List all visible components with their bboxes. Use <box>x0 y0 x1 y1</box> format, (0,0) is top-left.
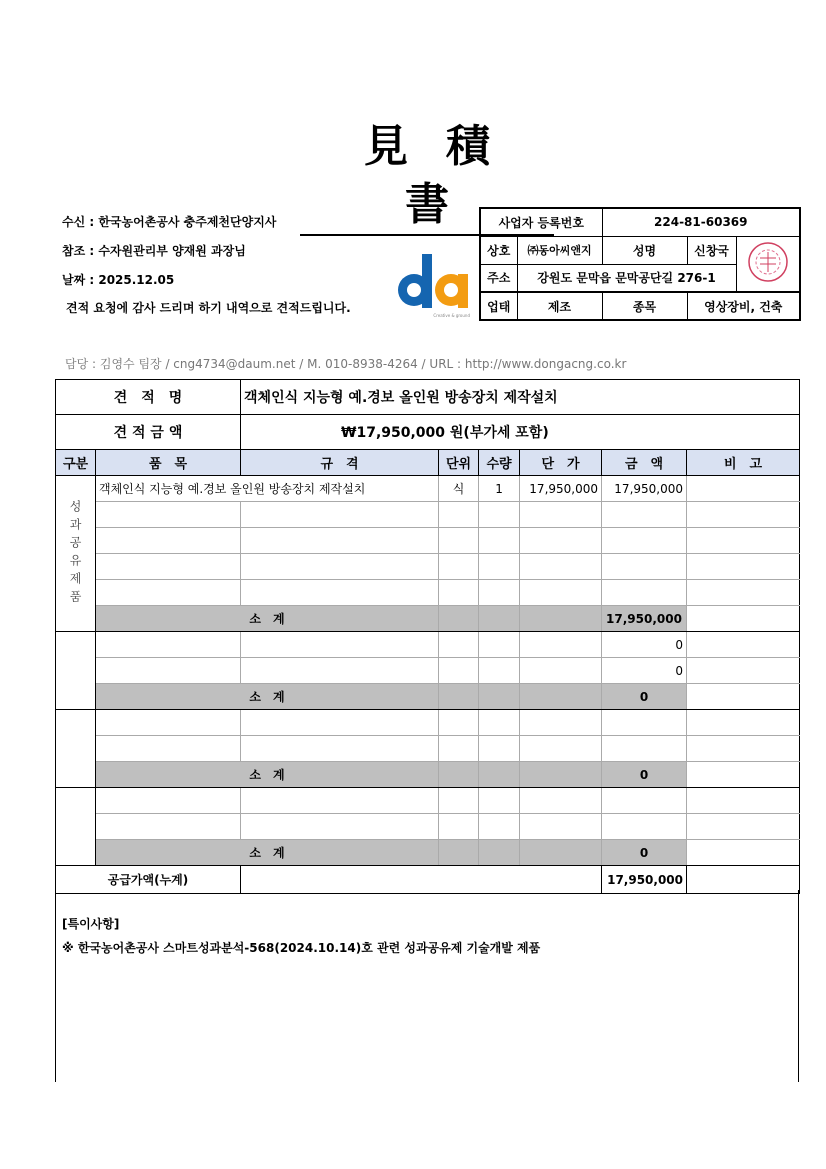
subtotal-blank <box>439 840 479 866</box>
group-label <box>56 632 96 710</box>
greeting: 견적 요청에 감사 드리며 하기 내역으로 견적드립니다. <box>66 301 351 315</box>
table-cell <box>96 658 241 684</box>
subtotal-note <box>687 840 800 866</box>
header-cell: 금 액 <box>602 450 687 476</box>
table-row <box>56 528 800 554</box>
reg-label: 사업자 등록번호 <box>480 208 602 236</box>
subtotal-blank <box>479 606 520 632</box>
subtotal-note <box>687 606 800 632</box>
subtotal-blank <box>520 840 602 866</box>
table-cell <box>602 710 687 736</box>
name-label: 상호 <box>480 236 517 264</box>
quote-name: 객체인식 지능형 예.경보 올인원 방송장치 제작설치 <box>241 380 800 415</box>
table-cell: 17,950,000 <box>520 476 602 502</box>
logo-tagline: Creative & ground <box>433 313 470 318</box>
table-row <box>56 710 800 736</box>
total-label: 공급가액(누계) <box>56 866 241 894</box>
table-cell <box>439 554 479 580</box>
table-cell <box>96 528 241 554</box>
table-cell <box>687 736 800 762</box>
table-cell <box>520 710 602 736</box>
subtotal-blank <box>479 840 520 866</box>
quote-name-label: 견 적 명 <box>56 380 241 415</box>
table-cell <box>520 554 602 580</box>
table-cell <box>687 502 800 528</box>
table-cell <box>520 580 602 606</box>
table-cell <box>479 658 520 684</box>
recipient: 수신 : 한국농어촌공사 충주제천단양지사 <box>62 215 277 229</box>
header-cell: 비 고 <box>687 450 800 476</box>
table-cell <box>241 658 439 684</box>
table-cell <box>520 632 602 658</box>
table-cell <box>602 528 687 554</box>
table-row <box>56 736 800 762</box>
subtotal-label: 소 계 <box>96 840 439 866</box>
notes-section <box>55 890 799 1082</box>
header-cell: 규 격 <box>241 450 439 476</box>
table-cell <box>96 580 241 606</box>
addr-label: 주소 <box>480 264 517 292</box>
subtotal-value: 17,950,000 <box>602 606 687 632</box>
header-cell: 수량 <box>479 450 520 476</box>
business-item: 영상장비, 건축 <box>687 292 800 320</box>
table-cell <box>687 476 800 502</box>
date: 날짜 : 2025.12.05 <box>62 273 175 287</box>
table-cell <box>687 710 800 736</box>
table-cell <box>96 788 241 814</box>
table-cell <box>520 814 602 840</box>
header-cell: 구분 <box>56 450 96 476</box>
table-cell <box>602 554 687 580</box>
table-cell <box>602 814 687 840</box>
subtotal-label: 소 계 <box>96 762 439 788</box>
table-cell <box>96 554 241 580</box>
business-type: 제조 <box>517 292 602 320</box>
reference: 참조 : 수자원관리부 양재원 과장님 <box>62 244 246 258</box>
subtotal-blank <box>439 762 479 788</box>
table-cell <box>439 814 479 840</box>
table-cell: 0 <box>602 658 687 684</box>
subtotal-value: 0 <box>602 762 687 788</box>
table-cell <box>479 710 520 736</box>
address: 강원도 문막읍 문막공단길 276-1 <box>517 264 736 292</box>
table-cell <box>241 710 439 736</box>
table-cell <box>520 528 602 554</box>
subtotal-value: 0 <box>602 840 687 866</box>
table-cell <box>687 658 800 684</box>
header-cell: 단 가 <box>520 450 602 476</box>
table-cell <box>439 710 479 736</box>
subtotal-blank <box>479 684 520 710</box>
subtotal-row <box>56 606 800 632</box>
table-cell: 0 <box>602 632 687 658</box>
table-cell <box>520 502 602 528</box>
document-title: 見積書 <box>300 118 554 236</box>
subtotal-blank <box>479 762 520 788</box>
business-info-table <box>479 207 801 321</box>
item-label: 종목 <box>602 292 687 320</box>
notes-heading: [특이사항] <box>62 917 120 931</box>
total-value: 17,950,000 <box>602 866 687 894</box>
table-cell: 식 <box>439 476 479 502</box>
table-cell <box>520 658 602 684</box>
subtotal-label: 소 계 <box>96 684 439 710</box>
table-cell <box>479 580 520 606</box>
table-row <box>56 580 800 606</box>
table-cell <box>241 814 439 840</box>
subtotal-row <box>56 684 800 710</box>
subtotal-note <box>687 684 800 710</box>
reg-no: 224-81-60369 <box>602 208 800 236</box>
table-cell <box>439 658 479 684</box>
table-cell <box>241 580 439 606</box>
table-row <box>56 632 800 658</box>
table-cell <box>241 502 439 528</box>
table-cell <box>687 580 800 606</box>
table-cell: 17,950,000 <box>602 476 687 502</box>
table-cell: 객체인식 지능형 예.경보 올인원 방송장치 제작설치 <box>96 476 439 502</box>
table-row <box>56 502 800 528</box>
table-row <box>56 554 800 580</box>
table-cell <box>479 788 520 814</box>
table-row <box>56 814 800 840</box>
table-cell <box>241 736 439 762</box>
subtotal-blank <box>439 606 479 632</box>
table-cell <box>479 554 520 580</box>
table-cell: 1 <box>479 476 520 502</box>
company-logo <box>394 252 474 318</box>
subtotal-label: 소 계 <box>96 606 439 632</box>
subtotal-blank <box>520 762 602 788</box>
table-cell <box>96 736 241 762</box>
group-label <box>56 788 96 866</box>
table-cell <box>96 710 241 736</box>
company-seal <box>736 236 800 292</box>
subtotal-blank <box>439 684 479 710</box>
header-cell: 단위 <box>439 450 479 476</box>
quote-amount: ₩17,950,000 원(부가세 포함) <box>241 415 800 450</box>
group-label <box>56 710 96 788</box>
table-row <box>56 476 800 502</box>
table-cell <box>479 528 520 554</box>
company-name: ㈜동아씨앤지 <box>517 236 602 264</box>
table-cell <box>602 502 687 528</box>
subtotal-value: 0 <box>602 684 687 710</box>
rep-name: 신창국 <box>687 236 736 264</box>
table-cell <box>602 580 687 606</box>
table-cell <box>602 736 687 762</box>
group-label: 성과공유제품 <box>56 476 96 632</box>
table-cell <box>687 528 800 554</box>
table-cell <box>479 502 520 528</box>
quote-table <box>55 379 800 894</box>
quote-amount-label: 견 적 금 액 <box>56 415 241 450</box>
table-cell <box>241 788 439 814</box>
table-cell <box>439 502 479 528</box>
table-row <box>56 658 800 684</box>
table-cell <box>687 814 800 840</box>
rep-label: 성명 <box>602 236 687 264</box>
table-cell <box>241 632 439 658</box>
table-row <box>56 788 800 814</box>
table-cell <box>479 736 520 762</box>
contact-line: 담당 : 김영수 팀장 / cng4734@daum.net / M. 010-8938-4264 / URL : http://www.dongacng.co.kr <box>65 357 627 371</box>
table-cell <box>687 554 800 580</box>
notes-line: ※ 한국농어촌공사 스마트성과분석-568(2024.10.14)호 관련 성과공유제 기술개발 제품 <box>62 941 541 955</box>
table-cell <box>602 788 687 814</box>
table-cell <box>96 814 241 840</box>
subtotal-blank <box>520 606 602 632</box>
table-cell <box>439 736 479 762</box>
subtotal-note <box>687 762 800 788</box>
table-cell <box>96 502 241 528</box>
table-cell <box>241 528 439 554</box>
table-cell <box>687 632 800 658</box>
table-cell <box>439 528 479 554</box>
type-label: 업태 <box>480 292 517 320</box>
table-cell <box>520 788 602 814</box>
table-cell <box>687 788 800 814</box>
header-cell: 품 목 <box>96 450 241 476</box>
subtotal-row <box>56 762 800 788</box>
table-cell <box>439 788 479 814</box>
table-cell <box>479 814 520 840</box>
subtotal-row <box>56 840 800 866</box>
table-cell <box>241 554 439 580</box>
table-cell <box>439 632 479 658</box>
table-cell <box>520 736 602 762</box>
table-cell <box>439 580 479 606</box>
table-cell <box>96 632 241 658</box>
subtotal-blank <box>520 684 602 710</box>
table-cell <box>479 632 520 658</box>
